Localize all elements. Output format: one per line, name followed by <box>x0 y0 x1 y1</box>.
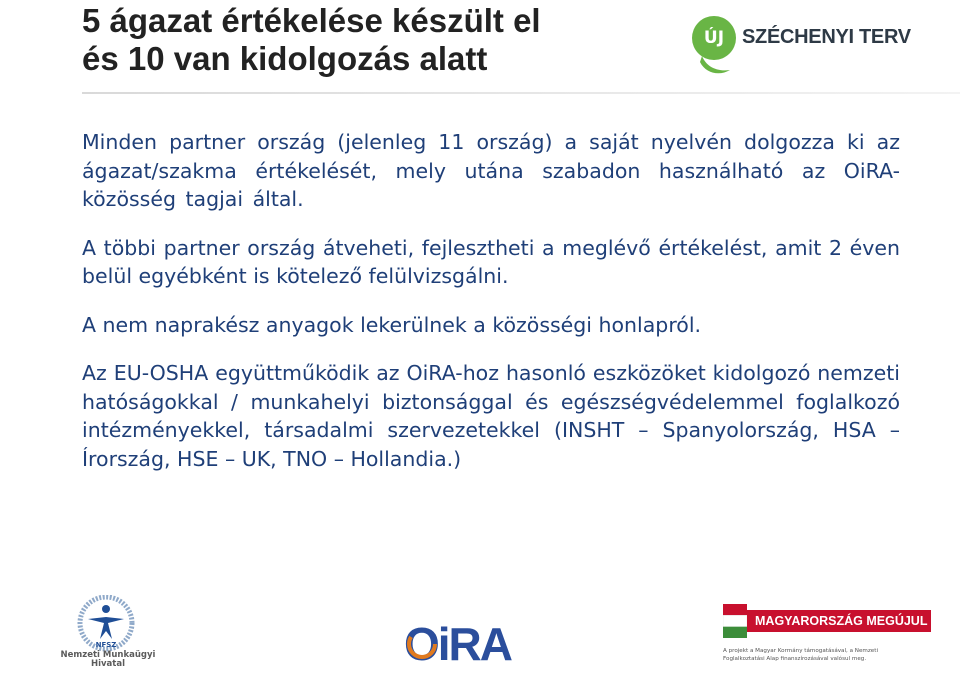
szechenyi-terv-logo <box>692 8 942 80</box>
paragraph-2: A többi partner ország átveheti, fejlesztheti a meglévő értékelést, amit 2 éven belül egyébként is kötelező felülvizsgálni. <box>82 235 900 288</box>
slide-title <box>82 2 682 78</box>
magyarorszag-megujul-logo <box>723 604 953 675</box>
funding-notice <box>723 648 953 663</box>
leaf-tail-icon <box>696 56 736 76</box>
funding-notice-line-1: A projekt a Magyar Kormány támogatásával, a Nemzeti <box>723 648 878 654</box>
funding-notice-line-2: Foglalkoztatási Alap finanszírozásával valósul meg. <box>723 655 867 662</box>
slide-body <box>82 128 900 473</box>
szechenyi-terv-name: SZÉCHENYI TERV <box>742 26 911 48</box>
nfsz-logo <box>60 595 155 673</box>
nfsz-full-text: Nemzeti Munkaügyi Hivatal <box>60 650 156 669</box>
hungarian-flag-icon <box>723 604 747 638</box>
paragraph-1: Minden partner ország (jelenleg 11 ország) a saját nyelvén dolgozza ki az ágazat/szakma értékelését, mely utána szabadon használható az OiRA-közösség tagjai által. <box>82 130 900 211</box>
paragraph-4-examples: (INSHT – Spanyolország, HSA – Írország, HSE – UK, TNO – Hollandia.) <box>82 418 900 471</box>
header-divider <box>82 92 960 94</box>
magyarorszag-banner: MAGYARORSZÁG MEGÚJUL <box>747 610 931 632</box>
title-line-2: és 10 van kidolgozás alatt <box>82 40 488 77</box>
nfsz-full-name <box>60 651 156 669</box>
title-line-1: 5 ágazat értékelése készült el <box>82 2 541 39</box>
paragraph-3: A nem naprakész anyagok lekerülnek a közösségi honlapról. <box>82 312 702 337</box>
oira-logo <box>404 612 514 670</box>
paragraph-4 <box>82 359 900 473</box>
uj-badge: ÚJ <box>692 16 736 60</box>
paragraph-4-text: Az EU-OSHA együttműködik az OiRA-hoz hasonló eszközöket kidolgozó nemzeti hatóságokkal / munkahelyi biztonsággal és egészségvédelemmel foglalkozó intézményekkel, társadalmi szervezetekkel <box>82 361 900 442</box>
oira-text: OiRA <box>404 618 511 670</box>
nfsz-short-text: NFSZ <box>95 641 117 649</box>
